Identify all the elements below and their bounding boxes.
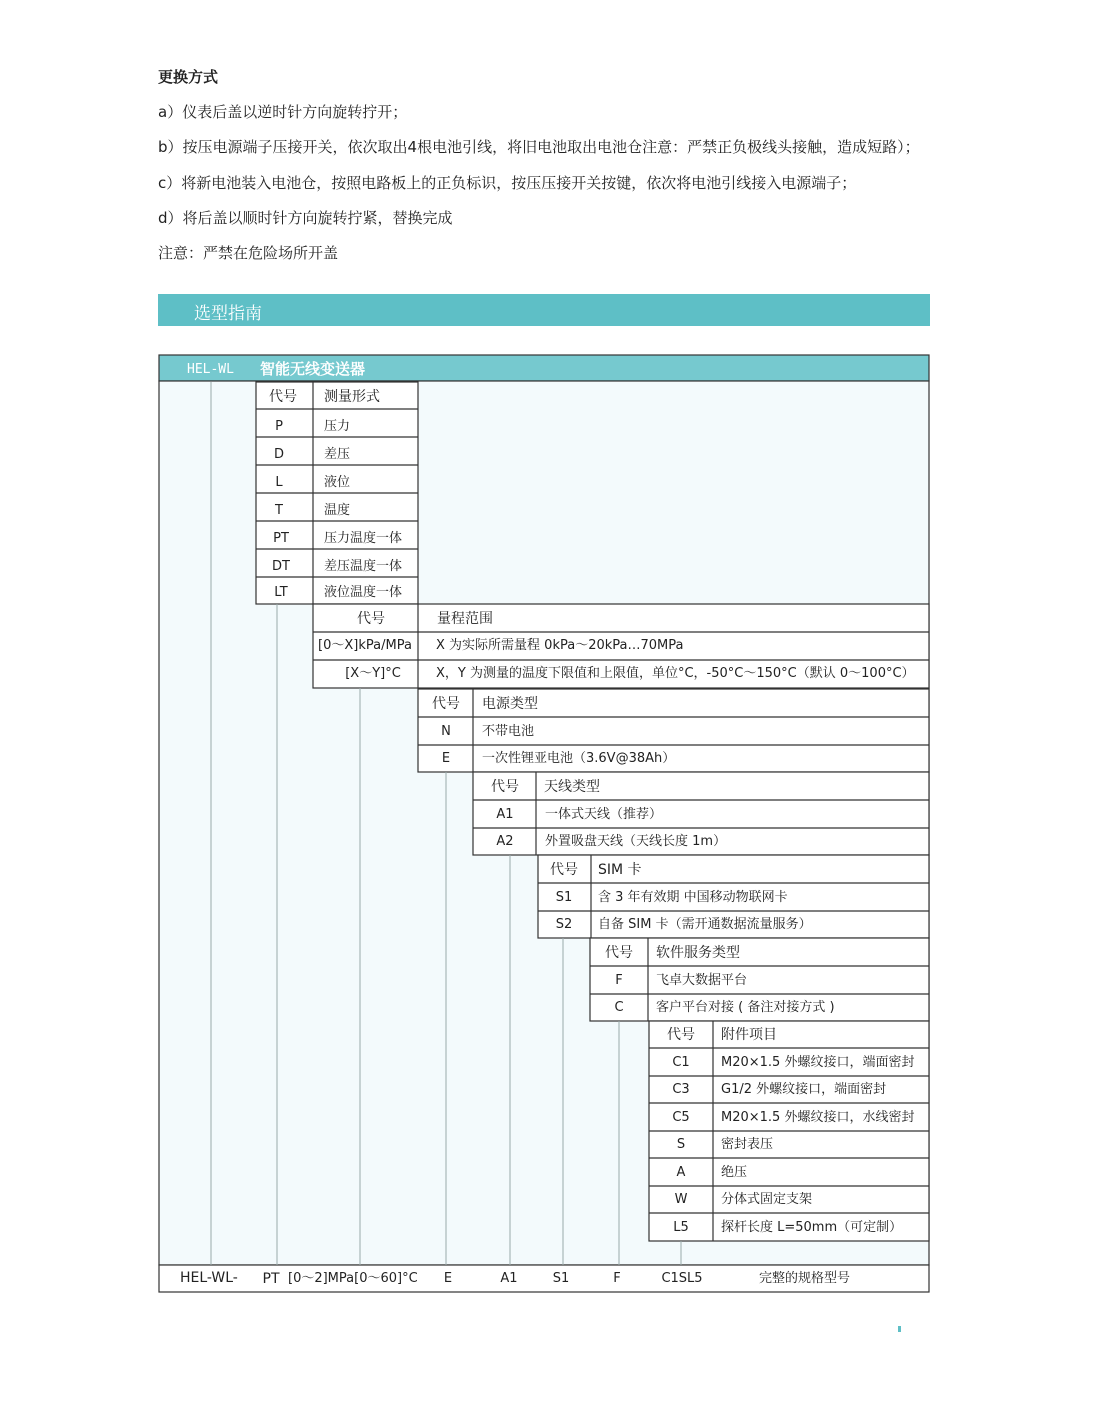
measure-code: L bbox=[275, 475, 283, 490]
example-label: 完整的规格型号 bbox=[759, 1271, 851, 1286]
accessory-header-label: 附件项目 bbox=[721, 1027, 777, 1043]
instruction-step-c: c）将新电池装入电池仓，按照电路板上的正负标识，按压压接开关按键，依次将电池引线接入电源端子； bbox=[158, 174, 857, 192]
measure-label: 液位温度一体 bbox=[324, 585, 403, 600]
instruction-note: 注意：严禁在危险场所开盖 bbox=[158, 244, 339, 262]
software-code: C bbox=[614, 1000, 624, 1015]
accessory-code: L5 bbox=[673, 1220, 689, 1235]
power-code: E bbox=[441, 751, 451, 766]
accessory-code: C3 bbox=[672, 1082, 690, 1097]
sim-label: 含 3 年有效期 中国移动物联网卡 bbox=[598, 890, 788, 905]
sim-code: S1 bbox=[555, 890, 573, 905]
example-antenna: A1 bbox=[500, 1271, 518, 1286]
measure-code: PT bbox=[273, 531, 289, 546]
antenna-code: A1 bbox=[496, 807, 514, 822]
model-label: HEL-WL bbox=[187, 362, 234, 377]
example-range: [0～2]MPa[0～60]°C bbox=[288, 1271, 418, 1286]
measure-label: 差压温度一体 bbox=[324, 559, 403, 574]
power-code: N bbox=[441, 724, 451, 739]
power-label: 一次性锂亚电池（3.6V@38Ah） bbox=[482, 751, 676, 766]
instruction-step-d: d）将后盖以顺时针方向旋转拧紧，替换完成 bbox=[158, 209, 453, 227]
accessory-label: 密封表压 bbox=[721, 1137, 774, 1152]
section-title: 选型指南 bbox=[194, 304, 262, 324]
antenna-code: A2 bbox=[496, 834, 514, 849]
accessory-code: C1 bbox=[672, 1055, 690, 1070]
accessory-label: M20×1.5 外螺纹接口，水线密封 bbox=[721, 1110, 915, 1125]
accessory-label: M20×1.5 外螺纹接口，端面密封 bbox=[721, 1055, 915, 1070]
range-header-label: 量程范围 bbox=[437, 611, 493, 627]
sim-header-label: SIM 卡 bbox=[598, 862, 642, 878]
instructions-title: 更换方式 bbox=[158, 68, 219, 86]
software-header-label: 软件服务类型 bbox=[656, 945, 740, 961]
measure-label: 差压 bbox=[324, 447, 351, 462]
range-label: X，Y 为测量的温度下限值和上限值，单位°C，-50°C～150°C（默认 0～100°C） bbox=[436, 666, 915, 681]
antenna-header-code: 代号 bbox=[491, 779, 519, 795]
range-code: [X～Y]°C bbox=[345, 666, 401, 681]
page-marker bbox=[898, 1326, 901, 1332]
antenna-header-label: 天线类型 bbox=[544, 779, 600, 795]
accessory-label: 绝压 bbox=[721, 1165, 748, 1180]
measure-code: P bbox=[275, 419, 283, 434]
range-code: [0～X]kPa/MPa bbox=[318, 638, 412, 653]
antenna-label: 一体式天线（推荐） bbox=[545, 807, 663, 822]
power-header-label: 电源类型 bbox=[482, 696, 538, 712]
range-label: X 为实际所需量程 0kPa～20kPa…70MPa bbox=[436, 638, 684, 653]
measure-code: D bbox=[273, 447, 285, 462]
accessory-label: G1/2 外螺纹接口，端面密封 bbox=[721, 1082, 887, 1097]
power-label: 不带电池 bbox=[482, 724, 535, 739]
measure-header-label: 测量形式 bbox=[324, 389, 380, 405]
accessory-header-code: 代号 bbox=[667, 1027, 695, 1043]
range-header-code: 代号 bbox=[357, 611, 385, 627]
antenna-label: 外置吸盘天线（天线长度 1m） bbox=[545, 834, 727, 849]
instruction-step-a: a）仪表后盖以逆时针方向旋转拧开； bbox=[158, 103, 408, 121]
sim-header-code: 代号 bbox=[550, 862, 578, 878]
example-prefix: HEL-WL- bbox=[180, 1270, 238, 1286]
measure-label: 温度 bbox=[324, 503, 351, 518]
power-header-code: 代号 bbox=[432, 696, 460, 712]
measure-code: DT bbox=[272, 559, 290, 574]
measure-label: 压力 bbox=[324, 419, 351, 434]
example-sim: S1 bbox=[552, 1271, 570, 1286]
software-label: 客户平台对接 ( 备注对接方式 ) bbox=[656, 1000, 835, 1015]
example-power: E bbox=[443, 1271, 453, 1286]
measure-code: LT bbox=[274, 585, 288, 600]
instruction-step-b: b）按压电源端子压接开关，依次取出4根电池引线，将旧电池取出电池仓注意：严禁正负极线头接触，造成短路）； bbox=[158, 138, 920, 156]
example-software: F bbox=[613, 1271, 621, 1286]
sim-label: 自备 SIM 卡（需开通数据流量服务） bbox=[598, 917, 812, 932]
measure-label: 压力温度一体 bbox=[324, 531, 403, 546]
accessory-label: 探杆长度 L=50mm（可定制） bbox=[721, 1220, 903, 1235]
software-code: F bbox=[615, 973, 623, 988]
accessory-code: W bbox=[674, 1192, 688, 1207]
software-label: 飞卓大数据平台 bbox=[656, 973, 748, 988]
accessory-label: 分体式固定支架 bbox=[721, 1192, 813, 1207]
example-measure: PT bbox=[262, 1271, 280, 1287]
sim-code: S2 bbox=[555, 917, 573, 932]
example-accessory: C1SL5 bbox=[661, 1271, 703, 1286]
accessory-code: A bbox=[676, 1165, 686, 1180]
accessory-code: S bbox=[676, 1137, 686, 1152]
software-header-code: 代号 bbox=[605, 945, 633, 961]
accessory-code: C5 bbox=[672, 1110, 690, 1125]
measure-label: 液位 bbox=[324, 475, 351, 490]
measure-header-code: 代号 bbox=[269, 389, 297, 405]
product-name: 智能无线变送器 bbox=[260, 360, 366, 378]
measure-code: T bbox=[275, 503, 283, 518]
